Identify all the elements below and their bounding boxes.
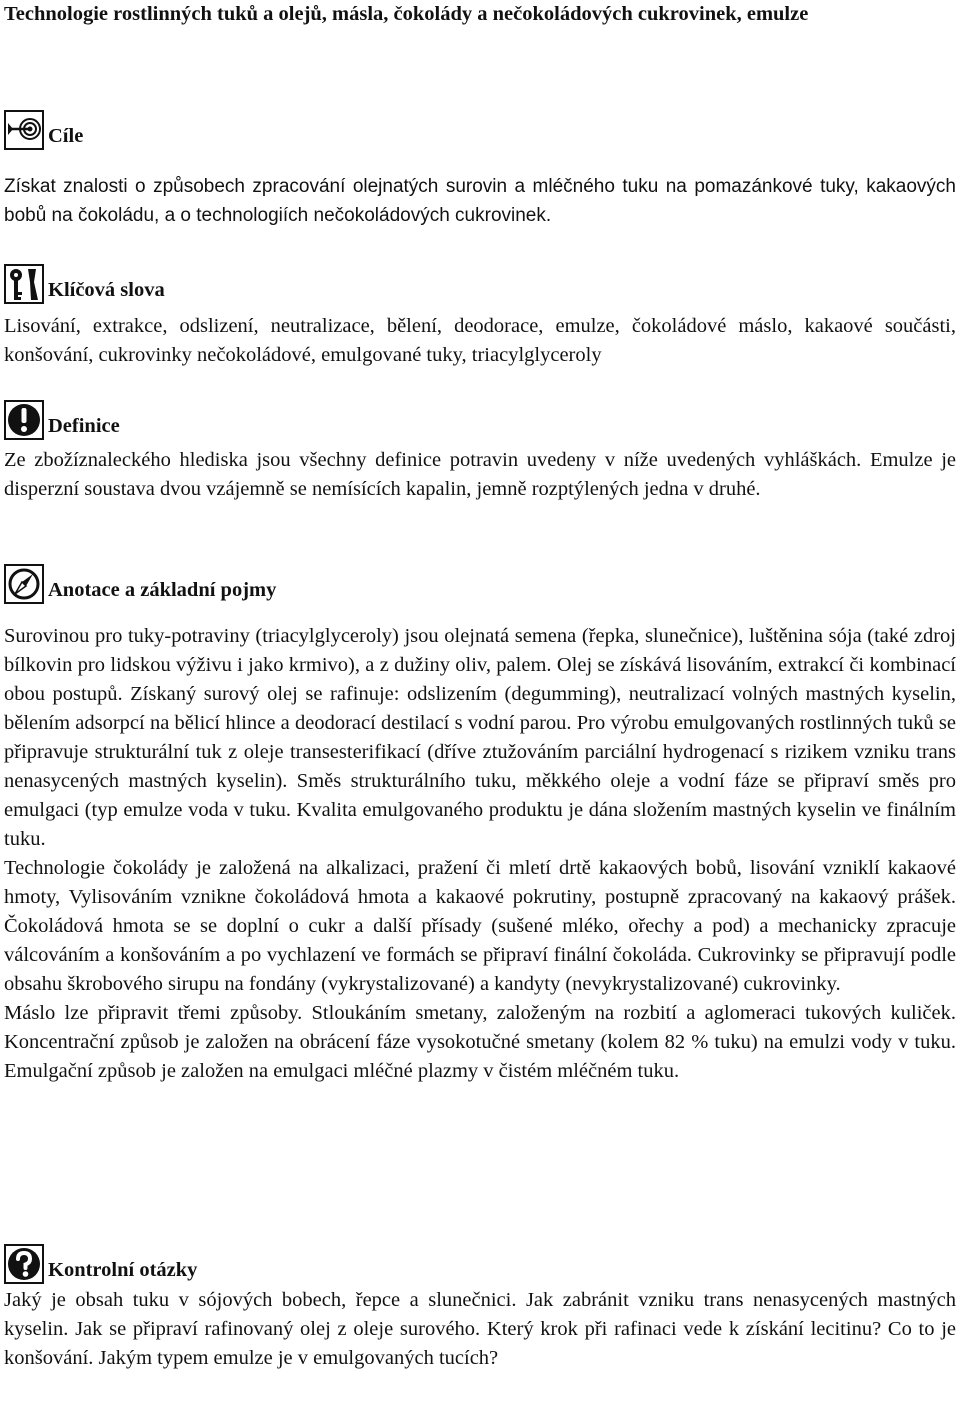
section-annotation xyxy=(4,564,956,1086)
section-questions xyxy=(4,1244,956,1373)
section-heading xyxy=(4,1244,956,1284)
section-goals xyxy=(4,110,956,230)
section-heading xyxy=(4,400,956,440)
section-heading-label: Definice xyxy=(48,415,120,437)
keywords-text: Lisování, extrakce, odslizení, neutralizace, bělení, deodorace, emulze, čokoládové máslo, kakaové součásti, konšování, cukrovinky nečokoládové, emulgované tuky, triacylglyceroly xyxy=(4,315,956,366)
exclamation-icon xyxy=(4,400,44,440)
compass-icon xyxy=(4,564,44,604)
section-definition xyxy=(4,400,956,504)
section-heading xyxy=(4,110,956,150)
section-heading-label: Cíle xyxy=(48,125,84,147)
annotation-paragraph: Technologie čokolády je založená na alkalizaci, pražení či mletí drtě kakaových bobů, lisování vzniklí kakaové hmoty, Vylisováním vznikne čokoládová hmota a kakaové pokrutiny, postupně zpracovaný na kakaový prášek. Čokoládová hmota se se doplní o cukr a další přísady (sušené mléko, ořechy a pod) a mechanicky zpracuje válcováním a konšováním a po vychlazení ve formách se připraví finální čokoláda. Cukrovinky se připravují podle obsahu škrobového sirupu na fondány (vykrystalizované) a kandyty (nevykrystalizované) cukrovinky. xyxy=(4,857,956,995)
annotation-paragraph: Máslo lze připravit třemi způsoby. Stloukáním smetany, založeným na rozbití a aglomeraci tukových kuliček. Koncentrační způsob je založen na obrácení fáze vysokotučné smetany (kolem 82 % tuku) na emulzi vody v tuku. Emulgační způsob je založen na emulgaci mléčné plazmy v čistém mléčném tuku. xyxy=(4,1002,956,1082)
target-icon xyxy=(4,110,44,150)
page-title: Technologie rostlinných tuků a olejů, másla, čokolády a nečokoládových cukrovinek, emulze xyxy=(4,3,809,25)
definition-text: Ze zbožíznaleckého hlediska jsou všechny definice potravin uvedeny v níže uvedených vyhláškách. Emulze je disperzní soustava dvou vzájemně se nemísících kapalin, jemně rozptýlených jedna v druhé. xyxy=(4,449,956,500)
section-heading-label: Anotace a základní pojmy xyxy=(48,579,277,601)
section-heading xyxy=(4,264,956,304)
section-keywords xyxy=(4,264,956,370)
section-heading xyxy=(4,564,956,604)
annotation-paragraph: Surovinou pro tuky-potraviny (triacylglyceroly) jsou olejnatá semena (řepka, slunečnice), luštěnina sója (také zdroj bílkovin pro lidskou výživu i jako krmivo), a z dužiny oliv, palem. Olej se získává lisováním, extrakcí či kombinací obou postupů. Získaný surový olej se rafinuje: odslizením (degumming), neutralizací volných mastných kyselin, bělením adsorpcí na bělicí hlince a deodorací destilací s vodní parou. Pro výrobu emulgovaných rostlinných tuků se připravuje strukturální tuk z oleje transesterifikací (dříve ztužováním parciální hydrogenací s rizikem vzniku trans nenasycených mastných kyselin). Směs strukturálního tuku, měkkého oleje a vodní fáze se připraví směs pro emulgaci (typ emulze voda v tuku. Kvalita emulgovaného produktu je dána složením mastných kyselin ve finálním tuku. xyxy=(4,625,956,850)
question-icon xyxy=(4,1244,44,1284)
section-heading-label: Kontrolní otázky xyxy=(48,1259,198,1281)
section-heading-label: Klíčová slova xyxy=(48,279,165,301)
goals-text: Získat znalosti o způsobech zpracování olejnatých surovin a mléčného tuku na pomazánkové tuky, kakaových bobů na čokoládu, a o technologiích nečokoládových cukrovinek. xyxy=(4,176,956,226)
questions-text: Jaký je obsah tuku v sójových bobech, řepce a slunečnici. Jak zabránit vzniku trans nenasycených mastných kyselin. Jak se připraví rafinovaný olej z oleje surového. Který krok při rafinaci vede k získání lecitinu? Co to je konšování. Jakým typem emulze je v emulgovaných tucích? xyxy=(4,1289,956,1369)
key-icon xyxy=(4,264,44,304)
